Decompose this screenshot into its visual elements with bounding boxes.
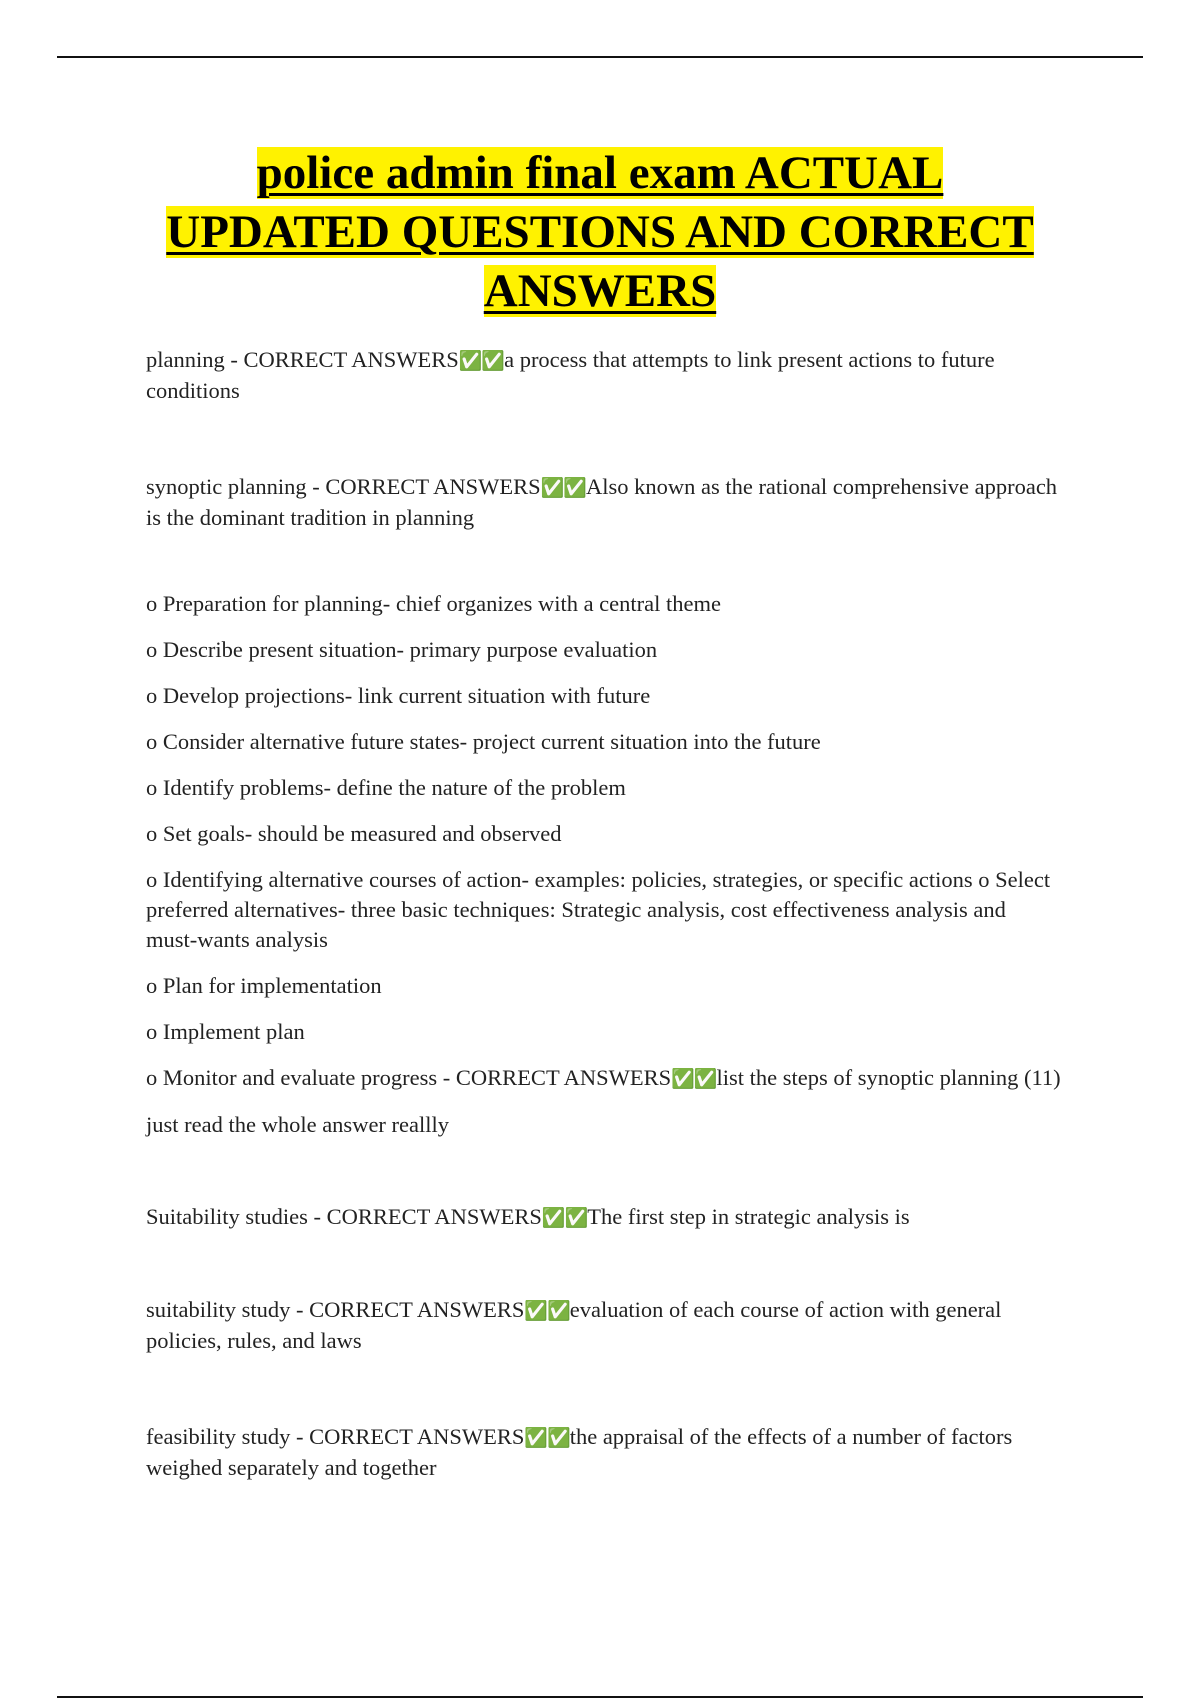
answer-marker: CORRECT ANSWERS	[309, 1424, 525, 1449]
definition: Also known as the rational comprehensive approach is the dominant tradition in planning	[146, 474, 1058, 530]
term: feasibility study -	[146, 1424, 310, 1449]
note-text: just read the whole answer reallly	[146, 1112, 450, 1137]
step-item-final	[146, 1063, 1061, 1094]
term: o Monitor and evaluate progress -	[146, 1065, 456, 1090]
double-check-icon: ✅✅	[671, 1068, 717, 1090]
answer-marker: CORRECT ANSWERS	[325, 474, 541, 499]
title-line-2: UPDATED QUESTIONS AND CORRECT	[166, 206, 1034, 258]
answer-marker: CORRECT ANSWERS	[326, 1204, 542, 1229]
qa-entry-feasibility-study	[146, 1422, 1061, 1483]
double-check-icon: ✅✅	[541, 1207, 588, 1229]
definition: evaluation of each course of action with general policies, rules, and laws	[146, 1297, 1002, 1353]
definition: list the steps of synoptic planning (11)	[716, 1065, 1061, 1090]
header-rule	[57, 56, 1143, 58]
step-item: o Preparation for planning- chief organizes with a central theme	[146, 591, 721, 616]
double-check-icon: ✅✅	[458, 350, 505, 372]
double-check-icon: ✅✅	[540, 477, 586, 499]
document-title	[100, 144, 1100, 321]
qa-entry-suitability-studies	[146, 1202, 1061, 1233]
double-check-icon: ✅✅	[524, 1427, 570, 1449]
qa-entry-planning	[146, 345, 1061, 406]
footer-rule	[57, 1696, 1143, 1698]
step-item: o Implement plan	[146, 1019, 305, 1044]
term: Suitability studies -	[146, 1204, 327, 1229]
step-item: o Set goals- should be measured and observed	[146, 821, 562, 846]
term: synoptic planning -	[146, 474, 326, 499]
term: suitability study -	[146, 1297, 310, 1322]
step-item: o Develop projections- link current situation with future	[146, 683, 651, 708]
definition: a process that attempts to link present actions to future conditions	[146, 347, 995, 403]
definition: the appraisal of the effects of a number of factors weighed separately and together	[146, 1424, 1013, 1480]
double-check-icon: ✅✅	[524, 1300, 570, 1322]
qa-entry-suitability-study	[146, 1295, 1061, 1356]
qa-entry-synoptic-planning	[146, 472, 1061, 533]
step-item: o Consider alternative future states- project current situation into the future	[146, 729, 821, 754]
answer-marker: CORRECT ANSWERS	[309, 1297, 525, 1322]
step-item: o Identify problems- define the nature of the problem	[146, 775, 626, 800]
term: planning -	[146, 347, 244, 372]
title-line-1: police admin final exam ACTUAL	[256, 147, 944, 199]
step-item: o Plan for implementation	[146, 973, 382, 998]
document-body	[146, 345, 1061, 1483]
answer-marker: CORRECT ANSWERS	[455, 1065, 672, 1090]
answer-marker: CORRECT ANSWERS	[243, 347, 459, 372]
step-item: o Describe present situation- primary purpose evaluation	[146, 637, 658, 662]
synoptic-steps-list	[146, 589, 1061, 1140]
step-item: o Identifying alternative courses of action- examples: policies, strategies, or specific actions o Select preferred alternatives- three basic techniques: Strategic analysis, cost effectiveness analysis and must-wants analysis	[146, 867, 1051, 952]
title-line-3: ANSWERS	[483, 265, 717, 317]
definition: The first step in strategic analysis is	[587, 1204, 910, 1229]
